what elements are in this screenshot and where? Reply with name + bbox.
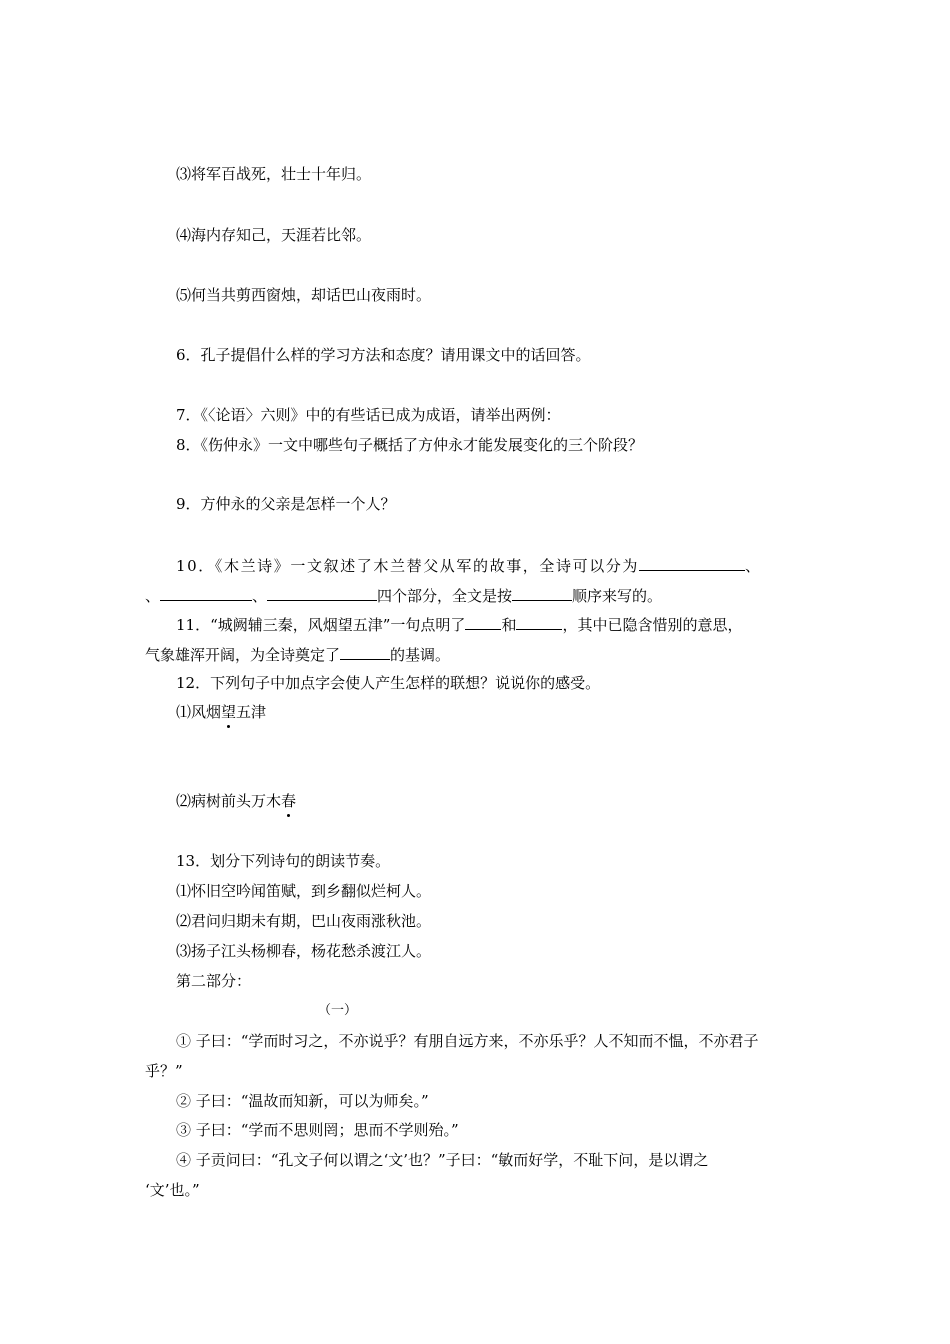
question-13: 13．划分下列诗句的朗读节奏。 [176,852,391,870]
question-12-item-1 [176,702,266,722]
question-10-line-2 [145,584,662,606]
question-6: 6．孔子提倡什么样的学习方法和态度？请用课文中的话回答。 [176,346,591,364]
answer-blank[interactable] [639,554,745,571]
item-text: ⑵病树前头万木 [176,792,282,810]
dotted-character: 望 [221,703,237,721]
answer-blank[interactable] [340,643,390,660]
question-13-item-3: ⑶扬子江头杨柳春，杨花愁杀渡江人。 [176,942,432,960]
question-11-end: 的基调。 [390,646,451,664]
passage-3: ③ 子曰：“学而不思则罔；思而不学则殆。” [176,1121,459,1139]
passage-1-line-2: 乎？” [145,1062,183,1080]
question-13-item-1: ⑴怀旧空吟闻笛赋，到乡翻似烂柯人。 [176,882,432,900]
part-two-heading: 第二部分： [176,972,252,990]
item-text: ⑴风烟 [176,703,222,721]
question-8: 8．《伤仲永》一文中哪些句子概括了方仲永才能发展变化的三个阶段？ [176,436,644,454]
question-13-item-2: ⑵君问归期未有期，巴山夜雨涨秋池。 [176,912,432,930]
passage-2: ② 子曰：“温故而知新，可以为师矣。” [176,1092,429,1110]
question-7: 7．《〈论语〉六则》中的有些话已成为成语，请举出两例： [176,406,561,424]
answer-blank[interactable] [267,584,377,601]
passage-1-line-1: ① 子曰：“学而时习之，不亦说乎？有朋自远方来，不亦乐乎？人不知而不愠，不亦君子 [176,1032,759,1050]
question-12-item-2 [176,791,296,811]
separator: 、 [745,557,762,575]
answer-blank[interactable] [160,584,252,601]
passage-4-line-2: ‘文’也。” [145,1181,200,1199]
question-10-line-1 [176,554,762,576]
section-heading: （一） [318,1003,358,1018]
separator: 、 [145,587,161,605]
poem-line-4: ⑷海内存知己，天涯若比邻。 [176,226,372,244]
question-11-text: 11．“城阙辅三秦，风烟望五津”一句点明了 [176,616,466,634]
question-10-end: 顺序来写的。 [572,587,663,605]
answer-blank[interactable] [465,613,501,630]
question-9: 9．方仲永的父亲是怎样一个人？ [176,495,396,513]
question-11-line-2 [145,643,450,665]
question-11-text-cont: ，其中已隐含惜别的意思， [562,616,743,634]
dotted-character: 春 [281,792,297,810]
question-10-text: 10．《木兰诗》一文叙述了木兰替父从军的故事，全诗可以分为 [176,557,639,575]
passage-4-line-1: ④ 子贡问曰：“孔文子何以谓之‘文’也？”子曰：“敏而好学，不耻下问，是以谓之 [176,1151,709,1169]
poem-line-3: ⑶将军百战死，壮士十年归。 [176,165,372,183]
question-11-text-2: 气象雄浑开阔，为全诗奠定了 [145,646,341,664]
poem-line-5: ⑸何当共剪西窗烛，却话巴山夜雨时。 [176,286,432,304]
answer-blank[interactable] [512,584,572,601]
question-11-line-1 [176,613,742,635]
answer-blank[interactable] [516,613,562,630]
item-text: 五津 [236,703,267,721]
question-10-mid: 四个部分，全文是按 [377,587,513,605]
conjunction: 和 [501,616,517,634]
separator: 、 [252,587,268,605]
question-12: 12．下列句子中加点字会使人产生怎样的联想？说说你的感受。 [176,674,601,692]
